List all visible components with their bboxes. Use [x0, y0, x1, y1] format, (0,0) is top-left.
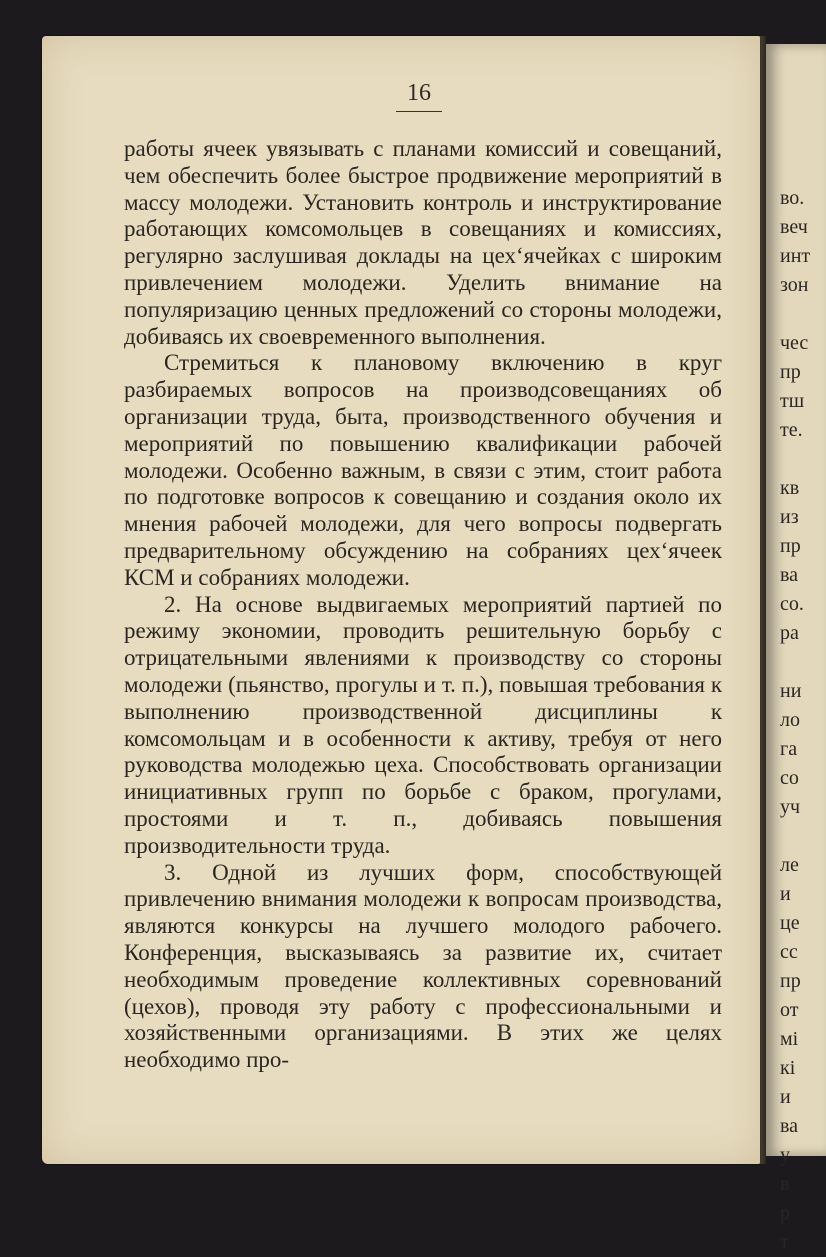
facing-page-fragment: и [780, 883, 791, 905]
facing-page-fragment: со. [780, 593, 804, 615]
facing-page-fragment: инт [780, 245, 811, 267]
facing-page-fragment: у [780, 1144, 790, 1166]
facing-page-fragment: зон [780, 274, 809, 296]
facing-page-fragment: сс [780, 941, 798, 963]
facing-page-fragment [780, 648, 826, 677]
paragraph-3: 2. На основе выдвигаемых мероприятий партией по режиму экономии, проводить решительную борьбу с отрицательными явлениями к производству со стороны молодежи (пьянство, прогулы и т. п.), повышая требования к выполнению производственной дисциплины к комсомольцам и в особенности к активу, требуя от него руководства молодежью цеха. Способствовать организации инициативных групп по борьбе с браком, прогулами, простоями и т. п., добиваясь повышения производительности труда. [124, 591, 722, 858]
facing-page-fragment: ва [780, 564, 799, 586]
facing-page-fragment: ва [780, 1115, 799, 1137]
facing-page-fragment: пр [780, 970, 801, 992]
facing-page [766, 44, 826, 1253]
facing-page-fragment: и [780, 1086, 791, 1108]
facing-page-fragment: кв [780, 477, 800, 499]
paragraph-2: Стремиться к плановому включению в круг разбираемых вопросов на производсовещаниях об организации труда, быта, производственного обучения и мероприятий по повышению квалификации рабочей молодежи. Особенно важным, в связи с этим, стоит работа по подготовке вопросов к совещанию и создания около их мнения рабочей молодежи, для чего вопросы подвергать предварительному обсуждению на собраниях цех‘ячеек КСМ и собраниях молодежи. [124, 350, 722, 590]
facing-page-fragment: ра [780, 622, 799, 644]
facing-page-fragment: веч [780, 216, 808, 238]
facing-page-fragment: со [780, 767, 799, 789]
facing-page-fragment [780, 300, 826, 329]
facing-page-fragment: кі [780, 1057, 796, 1079]
facing-page-fragment: т [780, 1231, 789, 1253]
facing-page-fragment: мі [780, 1028, 799, 1050]
facing-page-fragment [780, 445, 826, 474]
facing-page-fragment: це [780, 912, 800, 934]
facing-page-fragment: р [780, 1202, 790, 1224]
facing-page-fragment: ни [780, 680, 802, 702]
facing-page-fragment [780, 822, 826, 851]
facing-page-fragment: тш [780, 390, 805, 412]
facing-page-fragment: ло [780, 709, 800, 731]
paragraph-1: работы ячеек увязывать с планами комиссий и совещаний, чем обеспечить более быстрое продвижение мероприятий в массу молодежи. Установить контроль и инструктирование работающих комсомольцев в совещаниях и комиссиях, регулярно заслушивая доклады на цех‘ячейках с широким привлечением молодежи. Уделить внимание на популяризацию ценных предложений со стороны молодежи, добиваясь их своевременного выполнения. [124, 136, 722, 349]
facing-page-fragment: те. [780, 419, 803, 441]
facing-page-fragment: из [780, 506, 799, 528]
body-text [124, 136, 722, 1074]
facing-page-fragment: во. [780, 187, 805, 209]
facing-page-text-fragments [780, 184, 826, 1257]
facing-page-fragment: уч [780, 796, 801, 818]
paragraph-4: 3. Одной из лучших форм, способствующей привлечению внимания молодежи к вопросам производства, являются конкурсы на лучшего молодого рабочего. Конференция, высказываясь за развитие их, считает необходимым проведение коллективных соревнований (цехов), проводя эту работу с профессиональными и хозяйственными организациями. В этих же целях необходимо про- [124, 859, 722, 1073]
facing-page-fragment: пр [780, 535, 801, 557]
facing-page-fragment: чес [780, 332, 809, 354]
facing-page-fragment: га [780, 738, 798, 760]
facing-page-fragment: в [780, 1173, 790, 1195]
facing-page-fragment: пр [780, 361, 801, 383]
facing-page-fragment: ле [780, 854, 799, 876]
page-number: 16 [407, 80, 431, 106]
page-number-rule [396, 111, 442, 112]
facing-page-fragment: от [780, 999, 799, 1021]
